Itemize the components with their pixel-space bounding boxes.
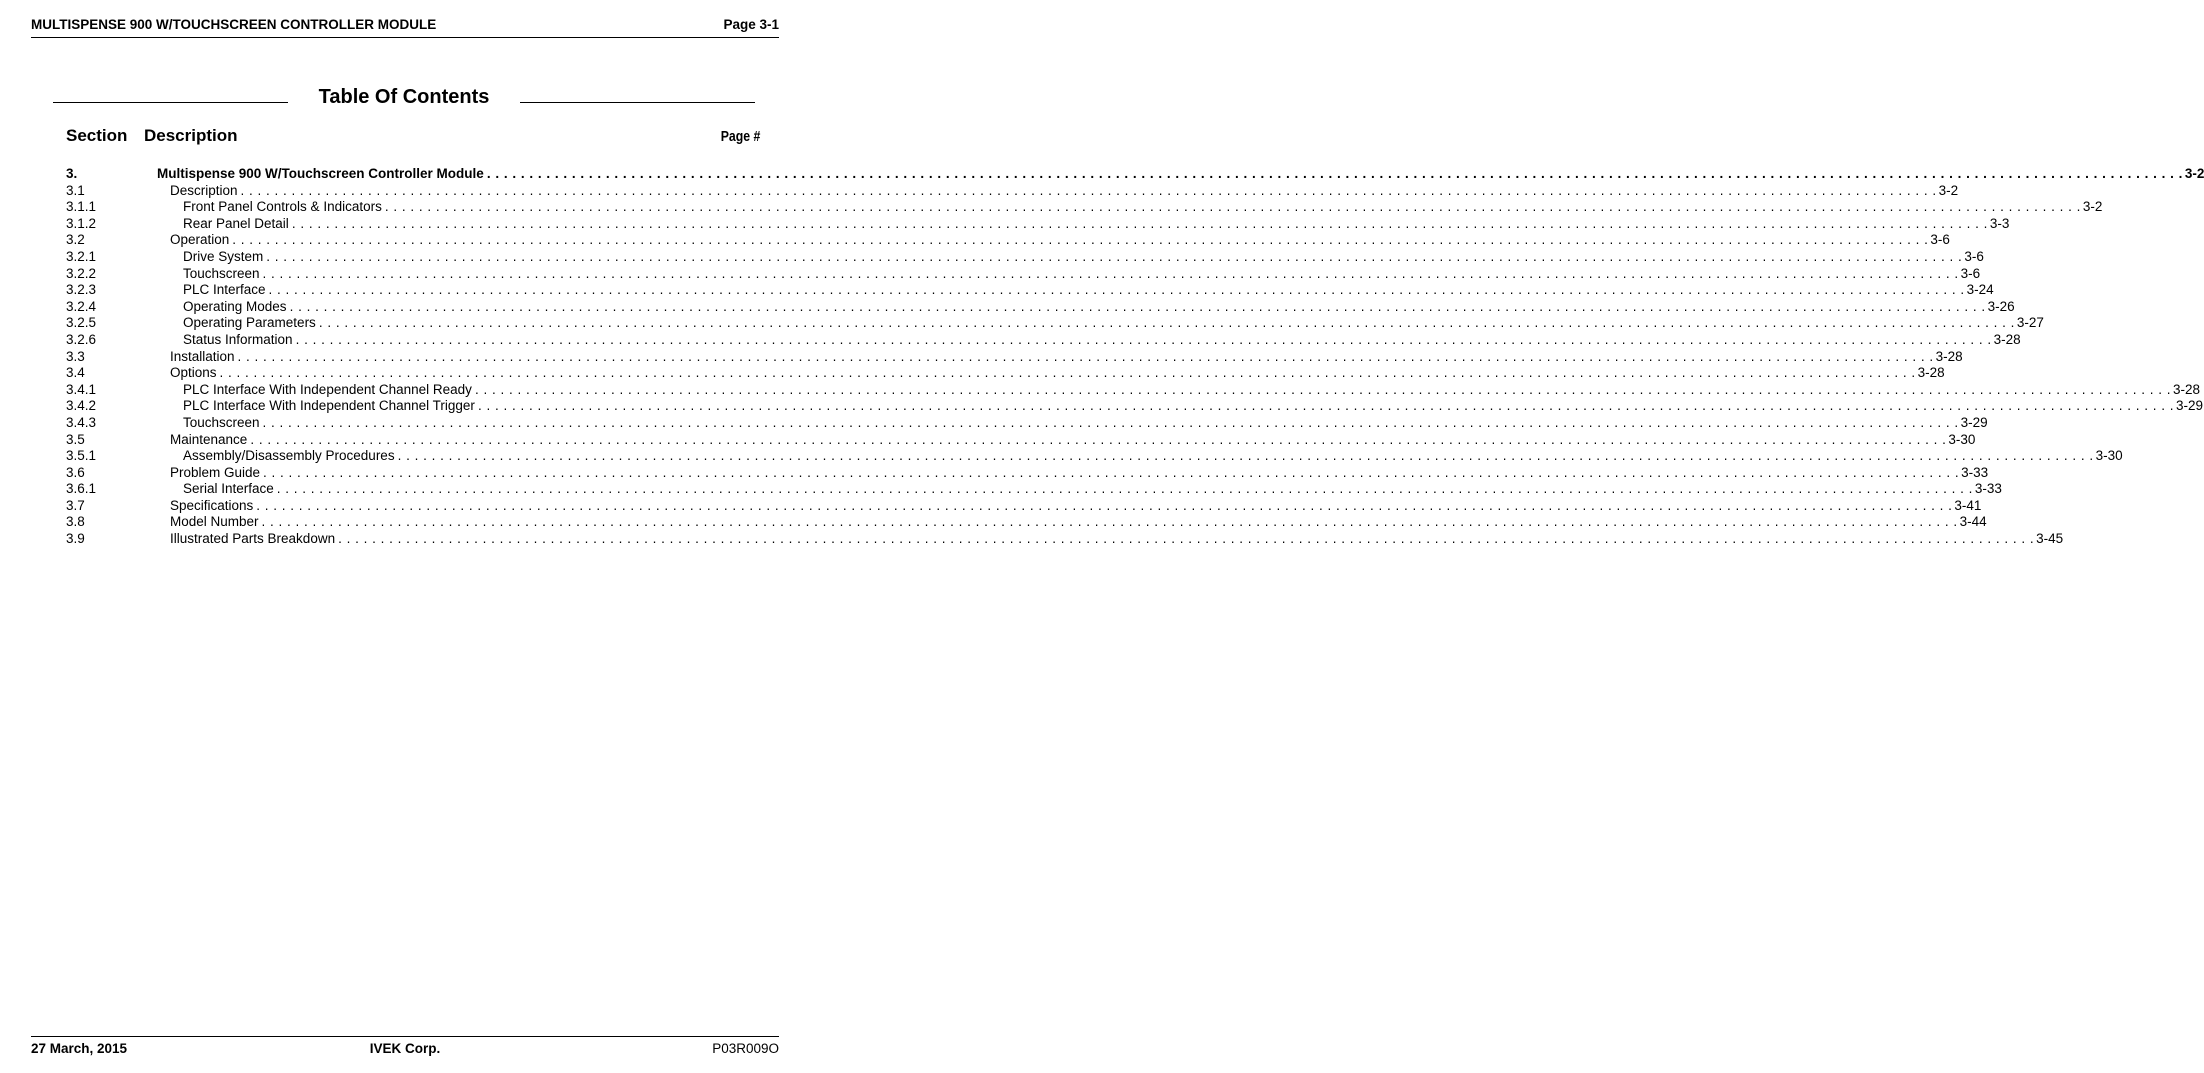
toc-entry-line (183, 315, 2044, 332)
toc-entry-label: PLC Interface With Independent Channel Ready (183, 382, 475, 399)
toc-entry-label: Specifications (170, 498, 256, 515)
toc-entry-label: Front Panel Controls & Indicators (183, 199, 385, 216)
dot-leader: . . . . . . . . . . . . . . . . . . . . . . . . . . . . . . . . . . . . . . . . . . . . . . . . . . . . . . . . . . . . . . . . . . . . . . . . . . . . . . . . . . . . . . . . . . . . . . . . . . . . . . . . . . . . . . . . . . . . . . . . . . . . . . . . . . . . . . . . . . . . . . . . . . . . . . . . . . . . . . . . . . . . . . . . . . . . . . . . . . . . . . . . . . . . . . . . . . . . . . . . (291, 215, 1988, 231)
toc-list (66, 166, 2204, 548)
dot-leader: . . . . . . . . . . . . . . . . . . . . . . . . . . . . . . . . . . . . . . . . . . . . . . . . . . . . . . . . . . . . . . . . . . . . . . . . . . . . . . . . . . . . . . . . . . . . . . . . . . . . . . . . . . . . . . . . . . . . . . . . . . . . . . . . . . . . . . . . . . . . . . . . . . . . . . . . . . . . . . . . . . . . . . . . . . . . . . . . . . . . . . . . . . . . . . . . . . . . . . . . (240, 182, 1937, 198)
toc-entry-label: Model Number (170, 514, 262, 531)
toc-entry-page: 3-2 (1938, 182, 1959, 198)
toc-entry-number: 3. (66, 166, 78, 181)
footer-doc-number: P03R009O (712, 1041, 779, 1056)
toc-entry-label: Rear Panel Detail (183, 216, 292, 233)
toc-entry-label: Installation (170, 349, 238, 366)
toc-entry[interactable] (66, 298, 2015, 316)
toc-entry-page: 3-45 (2036, 531, 2064, 547)
toc-entry-number: 3.3 (66, 348, 85, 364)
toc-entry-page: 3-33 (1961, 464, 1989, 480)
toc-entry-number: 3.4.2 (66, 398, 97, 414)
dot-leader: . . . . . . . . . . . . . . . . . . . . . . . . . . . . . . . . . . . . . . . . . . . . . . . . . . . . . . . . . . . . . . . . . . . . . . . . . . . . . . . . . . . . . . . . . . . . . . . . . . . . . . . . . . . . . . . . . . . . . . . . . . . . . . . . . . . . . . . . . . . . . . . . . . . . . . . . . . . . . . . . . . . . . . . . . . . . . . . . . . . . . . . . . . . . . . . . . . . . . . . . (237, 348, 1934, 364)
toc-entry-number: 3.1.1 (66, 199, 97, 215)
toc-entry-page: 3-29 (2175, 398, 2204, 414)
toc-entry-label: Maintenance (170, 432, 250, 449)
toc-entry[interactable] (66, 481, 2002, 498)
page-header (31, 15, 779, 38)
dot-leader: . . . . . . . . . . . . . . . . . . . . . . . . . . . . . . . . . . . . . . . . . . . . . . . . . . . . . . . . . . . . . . . . . . . . . . . . . . . . . . . . . . . . . . . . . . . . . . . . . . . . . . . . . . . . . . . . . . . . . . . . . . . . . . . . . . . . . . . . . . . . . . . . . . . . . . . . . . . . . . . . . . . . . . . . . . . . . . . . . . . . . . . . . . . . . . . . . . . . . . . . (477, 398, 2174, 414)
dot-leader: . . . . . . . . . . . . . . . . . . . . . . . . . . . . . . . . . . . . . . . . . . . . . . . . . . . . . . . . . . . . . . . . . . . . . . . . . . . . . . . . . . . . . . . . . . . . . . . . . . . . . . . . . . . . . . . . . . . . . . . . . . . . . . . . . . . . . . . . . . . . . . . . . . . . . . . . . . . . . . . . . . . . . . . . . . . . . . . . . . . . . . . . . . . . . . . . . . . . . . . . (219, 365, 1916, 381)
toc-entry-number: 3.1.2 (66, 215, 97, 231)
toc-entry-page: 3-28 (1993, 331, 2021, 347)
toc-title-row (53, 86, 755, 116)
toc-entry-label: Touchscreen (183, 266, 263, 283)
page-footer (31, 1036, 779, 1061)
toc-entry-number: 3.7 (66, 497, 85, 513)
dot-leader: . . . . . . . . . . . . . . . . . . . . . . . . . . . . . . . . . . . . . . . . . . . . . . . . . . . . . . . . . . . . . . . . . . . . . . . . . . . . . . . . . . . . . . . . . . . . . . . . . . . . . . . . . . . . . . . . . . . . . . . . . . . . . . . . . . . . . . . . . . . . . . . . . . . . . . . . . . . . . . . . . . . . . . . . . . . . . . . . . . . . . . . . . . . . . . . . . . . . . . . . (268, 282, 1965, 298)
footer-date: 27 March, 2015 (31, 1041, 128, 1056)
dot-leader: . . . . . . . . . . . . . . . . . . . . . . . . . . . . . . . . . . . . . . . . . . . . . . . . . . . . . . . . . . . . . . . . . . . . . . . . . . . . . . . . . . . . . . . . . . . . . . . . . . . . . . . . . . . . . . . . . . . . . . . . . . . . . . . . . . . . . . . . . . . . . . . . . . . . . . . . . . . . . . . . . . . . . . . . . . . . . . . . . . . . . . . . . . . . . . . . . . . . . . . . (384, 199, 2081, 215)
toc-entry-line (183, 298, 2015, 316)
description-column-header: Description (144, 126, 238, 145)
toc-entry-line (170, 431, 1976, 449)
toc-entry-page: 3-2 (2082, 199, 2103, 215)
dot-leader: . . . . . . . . . . . . . . . . . . . . . . . . . . . . . . . . . . . . . . . . . . . . . . . . . . . . . . . . . . . . . . . . . . . . . . . . . . . . . . . . . . . . . . . . . . . . . . . . . . . . . . . . . . . . . . . . . . . . . . . . . . . . . . . . . . . . . . . . . . . . . . . . . . . . . . . . . . . . . . . . . . . . . . . . . . . . . . . . . . . . . . . . . . . . . . . . . . . . . . . . (250, 431, 1947, 447)
toc-entry-label: Operating Modes (183, 299, 290, 316)
toc-entry-line (183, 215, 2010, 233)
toc-entry-number: 3.2.5 (66, 315, 97, 331)
dot-leader: . . . . . . . . . . . . . . . . . . . . . . . . . . . . . . . . . . . . . . . . . . . . . . . . . . . . . . . . . . . . . . . . . . . . . . . . . . . . . . . . . . . . . . . . . . . . . . . . . . . . . . . . . . . . . . . . . . . . . . . . . . . . . . . . . . . . . . . . . . . . . . . . . . . . . . . . . . . . . . . . . . . . . . . . . . . . . . . . . . . . . . . . . . . . . . . . . . . . . . . . (318, 315, 2015, 331)
toc-entry[interactable] (66, 514, 1987, 531)
toc-entry[interactable] (66, 232, 1950, 249)
toc-entry-label: PLC Interface With Independent Channel Trigger (183, 398, 478, 415)
toc-entry[interactable] (66, 265, 1981, 283)
toc-entry-line (170, 514, 1987, 531)
toc-entry-line (183, 448, 2123, 465)
toc-entry-line (183, 414, 1988, 432)
toc-entry-page: 3-33 (1974, 481, 2002, 497)
dot-leader: . . . . . . . . . . . . . . . . . . . . . . . . . . . . . . . . . . . . . . . . . . . . . . . . . . . . . . . . . . . . . . . . . . . . . . . . . . . . . . . . . . . . . . . . . . . . . . . . . . . . . . . . . . . . . . . . . . . . . . . . . . . . . . . . . . . . . . . . . . . . . . . . . . . . . . . . . . . . . . . . . . . . . . . . . . . . . . . . . . . . . . . . . . . . . . . . . . . . . . . . (232, 232, 1929, 248)
toc-entry-label: Touchscreen (183, 415, 263, 432)
toc-entry[interactable] (66, 497, 1982, 515)
toc-entry-page: 3-28 (1935, 348, 1963, 364)
toc-entry-label: Illustrated Parts Breakdown (170, 531, 338, 548)
toc-entry[interactable] (66, 331, 2021, 349)
toc-entry-number: 3.5.1 (66, 448, 97, 464)
toc-entry-page: 3-28 (2172, 381, 2201, 397)
toc-entry-label: Drive System (183, 249, 266, 266)
dot-leader: . . . . . . . . . . . . . . . . . . . . . . . . . . . . . . . . . . . . . . . . . . . . . . . . . . . . . . . . . . . . . . . . . . . . . . . . . . . . . . . . . . . . . . . . . . . . . . . . . . . . . . . . . . . . . . . . . . . . . . . . . . . . . . . . . . . . . . . . . . . . . . . . . . . . . . . . . . . . . . . . . . . . . . . . . . . . . . . . . . . . . . . . . . . . . . . . . . . . . . . . (474, 381, 2171, 397)
toc-entry-number: 3.2.2 (66, 265, 97, 281)
toc-entry-line (183, 398, 2204, 415)
toc-entry-page: 3-26 (1987, 298, 2015, 314)
dot-leader: . . . . . . . . . . . . . . . . . . . . . . . . . . . . . . . . . . . . . . . . . . . . . . . . . . . . . . . . . . . . . . . . . . . . . . . . . . . . . . . . . . . . . . . . . . . . . . . . . . . . . . . . . . . . . . . . . . . . . . . . . . . . . . . . . . . . . . . . . . . . . . . . . . . . . . . . . . . . . . . . . . . . . . . . . . . . . . . . . . . . . . . . . . . . . . . . . . . . . . . . (397, 448, 2094, 464)
toc-entry-page: 3-6 (1930, 232, 1950, 248)
footer-company: IVEK Corp. (369, 1041, 441, 1056)
section-column-header: Section (66, 126, 128, 145)
toc-entry[interactable] (66, 248, 1984, 266)
toc-entry-label: Options (170, 365, 220, 382)
toc-entry-label: Description (170, 183, 241, 200)
dot-leader: . . . . . . . . . . . . . . . . . . . . . . . . . . . . . . . . . . . . . . . . . . . . . . . . . . . . . . . . . . . . . . . . . . . . . . . . . . . . . . . . . . . . . . . . . . . . . . . . . . . . . . . . . . . . . . . . . . . . . . . . . . . . . . . . . . . . . . . . . . . . . . . . . . . . . . . . . . . . . . . . . . . . . . . . . . . . . . . . . . . . . . . . . . . . . . . . . . . . . . . . (266, 248, 1963, 264)
toc-entry-label: Serial Interface (183, 481, 277, 498)
toc-entry-line (170, 182, 1959, 200)
toc-entry[interactable] (66, 166, 2204, 183)
toc-entry-page: 3-6 (1960, 265, 1981, 281)
dot-leader: . . . . . . . . . . . . . . . . . . . . . . . . . . . . . . . . . . . . . . . . . . . . . . . . . . . . . . . . . . . . . . . . . . . . . . . . . . . . . . . . . . . . . . . . . . . . . . . . . . . . . . . . . . . . . . . . . . . . . . . . . . . . . . . . . . . . . . . . . . . . . . . . . . . . . . . . . . . . . . . . . . . . . . . . . . . . . . . . . . . . . . . . . . . . . . . . . . . . . . . . (338, 531, 2035, 547)
toc-entry-number: 3.4.1 (66, 381, 97, 397)
toc-entry-label: Multispense 900 W/Touchscreen Controller Module (157, 166, 487, 183)
dot-leader: . . . . . . . . . . . . . . . . . . . . . . . . . . . . . . . . . . . . . . . . . . . . . . . . . . . . . . . . . . . . . . . . . . . . . . . . . . . . . . . . . . . . . . . . . . . . . . . . . . . . . . . . . . . . . . . . . . . . . . . . . . . . . . . . . . . . . . . . . . . . . . . . . . . . . . . . . . . . . . . . . . . . . . . . . . . . . . . . . . . . . . . . . . . . . . . . . . . . . . . . (262, 265, 1959, 281)
toc-entry-line (183, 331, 2021, 349)
toc-entry-label: PLC Interface (183, 282, 269, 299)
dot-leader: . . . . . . . . . . . . . . . . . . . . . . . . . . . . . . . . . . . . . . . . . . . . . . . . . . . . . . . . . . . . . . . . . . . . . . . . . . . . . . . . . . . . . . . . . . . . . . . . . . . . . . . . . . . . . . . . . . . . . . . . . . . . . . . . . . . . . . . . . . . . . . . . . . . . . . . . . . . . . . . . . . . . . . . . . . . . . . . . . . . . . . . . . . . . . . . . . . . . . . . . (262, 414, 1959, 430)
toc-entry-label: Assembly/Disassembly Procedures (183, 448, 398, 465)
toc-entry-page: 3-27 (2016, 315, 2044, 331)
toc-entry-label: Operating Parameters (183, 315, 319, 332)
toc-title: Table Of Contents (318, 86, 490, 108)
toc-entry-number: 3.2.6 (66, 331, 97, 347)
toc-entry[interactable] (66, 448, 2123, 465)
toc-entry-page: 3-28 (1917, 365, 1945, 381)
page-column-header: Page # (720, 128, 760, 145)
dot-leader: . . . . . . . . . . . . . . . . . . . . . . . . . . . . . . . . . . . . . . . . . . . . . . . . . . . . . . . . . . . . . . . . . . . . . . . . . . . . . . . . . . . . . . . . . . . . . . . . . . . . . . . . . . . . . . . . . . . . . . . . . . . . . . . . . . . . . . . . . . . . . . . . . . . . . . . . . . . . . . . . . . . . . . . . . . . . . . . . . . . . . . . . . . . . . . . . . . . . . . . . (486, 166, 2183, 181)
toc-entry-line (170, 531, 2064, 548)
toc-entry-number: 3.9 (66, 531, 85, 547)
toc-entry-number: 3.5 (66, 431, 85, 447)
toc-entry-line (183, 248, 1984, 266)
toc-entry-line (170, 464, 1989, 482)
page-number: Page 3-1 (723, 17, 779, 32)
toc-entry-line (157, 166, 2204, 183)
toc-entry-number: 3.4.3 (66, 414, 97, 430)
toc-entry[interactable] (66, 531, 2064, 548)
toc-entry-page: 3-29 (1960, 414, 1988, 430)
toc-entry-number: 3.1 (66, 182, 85, 198)
toc-entry[interactable] (66, 398, 2204, 415)
dot-leader: . . . . . . . . . . . . . . . . . . . . . . . . . . . . . . . . . . . . . . . . . . . . . . . . . . . . . . . . . . . . . . . . . . . . . . . . . . . . . . . . . . . . . . . . . . . . . . . . . . . . . . . . . . . . . . . . . . . . . . . . . . . . . . . . . . . . . . . . . . . . . . . . . . . . . . . . . . . . . . . . . . . . . . . . . . . . . . . . . . . . . . . . . . . . . . . . . . . . . . . . (289, 298, 1986, 314)
toc-entry-number: 3.2.1 (66, 248, 97, 264)
toc-entry-line (170, 348, 1963, 366)
toc-entry-label: Operation (170, 232, 232, 249)
toc-entry-line (170, 497, 1982, 515)
toc-entry-line (183, 481, 2002, 498)
toc-entry-line (183, 282, 1994, 299)
toc-entry-page: 3-2 (2184, 166, 2204, 181)
toc-entry[interactable] (66, 215, 2010, 233)
dot-leader: . . . . . . . . . . . . . . . . . . . . . . . . . . . . . . . . . . . . . . . . . . . . . . . . . . . . . . . . . . . . . . . . . . . . . . . . . . . . . . . . . . . . . . . . . . . . . . . . . . . . . . . . . . . . . . . . . . . . . . . . . . . . . . . . . . . . . . . . . . . . . . . . . . . . . . . . . . . . . . . . . . . . . . . . . . . . . . . . . . . . . . . . . . . . . . . . . . . . . . . . (276, 481, 1973, 497)
toc-entry-line (170, 365, 1945, 382)
toc-entry-page: 3-6 (1964, 248, 1984, 264)
dot-leader: . . . . . . . . . . . . . . . . . . . . . . . . . . . . . . . . . . . . . . . . . . . . . . . . . . . . . . . . . . . . . . . . . . . . . . . . . . . . . . . . . . . . . . . . . . . . . . . . . . . . . . . . . . . . . . . . . . . . . . . . . . . . . . . . . . . . . . . . . . . . . . . . . . . . . . . . . . . . . . . . . . . . . . . . . . . . . . . . . . . . . . . . . . . . . . . . . . . . . . . . (263, 464, 1960, 480)
toc-entry[interactable] (66, 199, 2103, 216)
toc-entry[interactable] (66, 365, 1945, 382)
toc-entry-page: 3-3 (1989, 215, 2010, 231)
toc-entry-line (183, 381, 2201, 399)
toc-entry-number: 3.8 (66, 514, 85, 530)
document-title: MULTISPENSE 900 W/TOUCHSCREEN CONTROLLER MODULE (31, 17, 437, 32)
toc-entry-page: 3-30 (2095, 448, 2123, 464)
toc-entry-number: 3.4 (66, 365, 85, 381)
toc-entry-label: Problem Guide (170, 465, 263, 482)
toc-entry-line (183, 265, 1981, 283)
toc-entry-number: 3.6.1 (66, 481, 97, 497)
toc-entry[interactable] (66, 464, 1989, 482)
toc-entry-line (170, 232, 1950, 249)
dot-leader: . . . . . . . . . . . . . . . . . . . . . . . . . . . . . . . . . . . . . . . . . . . . . . . . . . . . . . . . . . . . . . . . . . . . . . . . . . . . . . . . . . . . . . . . . . . . . . . . . . . . . . . . . . . . . . . . . . . . . . . . . . . . . . . . . . . . . . . . . . . . . . . . . . . . . . . . . . . . . . . . . . . . . . . . . . . . . . . . . . . . . . . . . . . . . . . . . . . . . . . . (256, 497, 1953, 513)
toc-entry[interactable] (66, 414, 1988, 432)
toc-entry[interactable] (66, 315, 2044, 332)
toc-entry-page: 3-44 (1959, 514, 1987, 530)
toc-entry[interactable] (66, 431, 1976, 449)
toc-entry-number: 3.2.4 (66, 298, 97, 314)
dot-leader: . . . . . . . . . . . . . . . . . . . . . . . . . . . . . . . . . . . . . . . . . . . . . . . . . . . . . . . . . . . . . . . . . . . . . . . . . . . . . . . . . . . . . . . . . . . . . . . . . . . . . . . . . . . . . . . . . . . . . . . . . . . . . . . . . . . . . . . . . . . . . . . . . . . . . . . . . . . . . . . . . . . . . . . . . . . . . . . . . . . . . . . . . . . . . . . . . . . . . . . . (261, 514, 1958, 530)
dot-leader: . . . . . . . . . . . . . . . . . . . . . . . . . . . . . . . . . . . . . . . . . . . . . . . . . . . . . . . . . . . . . . . . . . . . . . . . . . . . . . . . . . . . . . . . . . . . . . . . . . . . . . . . . . . . . . . . . . . . . . . . . . . . . . . . . . . . . . . . . . . . . . . . . . . . . . . . . . . . . . . . . . . . . . . . . . . . . . . . . . . . . . . . . . . . . . . . . . . . . . . . (295, 331, 1992, 347)
toc-entry-page: 3-24 (1966, 282, 1994, 298)
toc-entry[interactable] (66, 348, 1963, 366)
toc-entry[interactable] (66, 381, 2201, 399)
toc-entry-label: Status Information (183, 332, 296, 349)
toc-entry-number: 3.2.3 (66, 282, 97, 298)
toc-entry[interactable] (66, 282, 1994, 299)
toc-entry-number: 3.2 (66, 232, 85, 248)
toc-entry-line (183, 199, 2103, 216)
toc-entry-page: 3-30 (1948, 431, 1976, 447)
toc-entry-number: 3.6 (66, 464, 85, 480)
toc-entry[interactable] (66, 182, 1959, 200)
toc-entry-page: 3-41 (1954, 497, 1982, 513)
title-rule-left (53, 102, 288, 103)
title-rule-right (520, 102, 755, 103)
